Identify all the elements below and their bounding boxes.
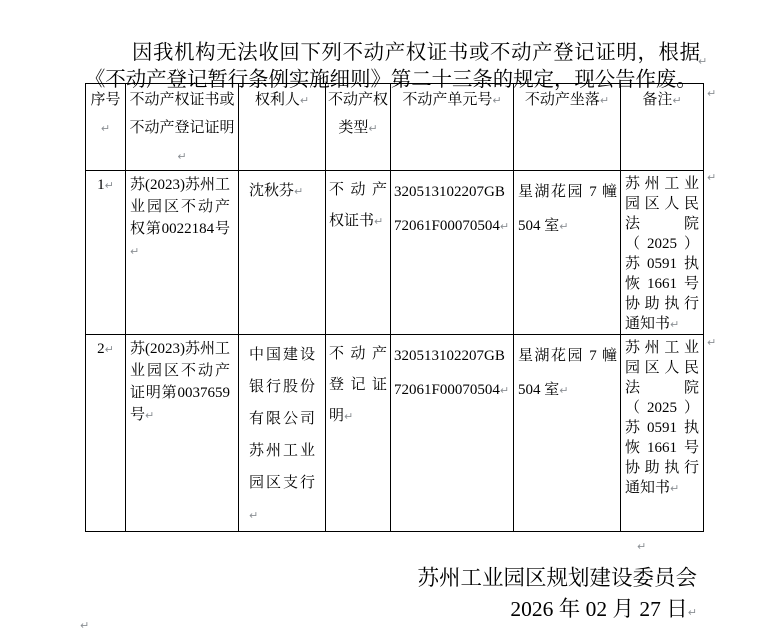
paragraph-mark-icon: ↵ bbox=[559, 384, 569, 397]
paragraph-mark-icon: ↵ bbox=[374, 215, 384, 228]
header-holder: 权利人↵ bbox=[239, 84, 326, 171]
cell-holder: 沈秋芬↵ bbox=[239, 171, 326, 335]
paragraph-mark-icon: ↵ bbox=[80, 619, 90, 632]
issuer-line bbox=[85, 561, 697, 592]
cell-location: 星湖花园 7 幢 504 室↵ bbox=[514, 335, 621, 532]
paragraph-mark-icon: ↵ bbox=[100, 122, 111, 135]
cell-unit-no: 320513102207GB72061F00070504↵ bbox=[391, 335, 514, 532]
issuer-name: 苏州工业园区规划建设委员会 bbox=[417, 566, 697, 590]
paragraph-mark-icon: ↵ bbox=[687, 606, 697, 619]
table-header-row bbox=[86, 84, 704, 171]
cell-remark: 苏州工业园区人民法院（2025）苏0591执恢1661号协助执行通知书↵ bbox=[621, 171, 704, 335]
paragraph-mark-icon: ↵ bbox=[637, 540, 647, 553]
header-location: 不动产坐落↵ bbox=[514, 84, 621, 171]
intro-text: 因我机构无法收回下列不动产权证书或不动产登记证明，根据《不动产登记暂行条例实施细则》第二十三条的规定，现公告作废。 bbox=[85, 42, 700, 92]
cell-seq: 1↵ bbox=[86, 171, 126, 335]
header-right-type: 不动产权类型↵ bbox=[326, 84, 391, 171]
paragraph-mark-icon: ↵ bbox=[299, 94, 310, 107]
cell-holder: 中国建设银行股份有限公司苏州工业园区支行↵ bbox=[239, 335, 326, 532]
cell-right-type: 不动产权证书↵ bbox=[326, 171, 391, 335]
row-end-mark-icon: ↵ bbox=[707, 87, 717, 100]
paragraph-mark-icon: ↵ bbox=[499, 384, 510, 397]
header-seq: 序号↵ bbox=[86, 84, 126, 171]
paragraph-mark-icon: ↵ bbox=[145, 409, 155, 422]
paragraph-mark-icon: ↵ bbox=[670, 482, 680, 495]
paragraph-mark-icon: ↵ bbox=[249, 509, 259, 522]
cell-cert-no: 苏(2023)苏州工业园区不动产权第0022184号↵ bbox=[126, 171, 239, 335]
paragraph-mark-icon: ↵ bbox=[104, 179, 114, 192]
paragraph-mark-icon: ↵ bbox=[294, 185, 304, 198]
cell-unit-no: 320513102207GB72061F00070504↵ bbox=[391, 171, 514, 335]
table-row bbox=[86, 171, 704, 335]
paragraph-mark-icon: ↵ bbox=[670, 318, 680, 331]
header-remark: 备注↵ bbox=[621, 84, 704, 171]
paragraph-mark-icon: ↵ bbox=[698, 55, 708, 68]
header-unit-no: 不动产单元号↵ bbox=[391, 84, 514, 171]
paragraph-mark-icon: ↵ bbox=[499, 220, 510, 233]
cell-location: 星湖花园 7 幢 504 室↵ bbox=[514, 171, 621, 335]
date-line bbox=[85, 592, 697, 623]
paragraph-mark-icon: ↵ bbox=[559, 220, 569, 233]
cell-right-type: 不动产登记证明↵ bbox=[326, 335, 391, 532]
certificates-table bbox=[85, 83, 704, 532]
table-row bbox=[86, 335, 704, 532]
header-cert-no: 不动产权证书或不动产登记证明↵ bbox=[126, 84, 239, 171]
paragraph-mark-icon: ↵ bbox=[672, 94, 682, 107]
paragraph-mark-icon: ↵ bbox=[344, 410, 354, 423]
paragraph-mark-icon: ↵ bbox=[492, 94, 502, 107]
cell-cert-no: 苏(2023)苏州工业园区不动产证明第0037659号↵ bbox=[126, 335, 239, 532]
cell-remark: 苏州工业园区人民法院（2025）苏0591执恢1661号协助执行通知书↵ bbox=[621, 335, 704, 532]
paragraph-mark-icon: ↵ bbox=[177, 150, 187, 163]
paragraph-mark-icon: ↵ bbox=[104, 343, 114, 356]
paragraph-mark-icon: ↵ bbox=[599, 94, 610, 107]
row-end-mark-icon: ↵ bbox=[707, 171, 717, 184]
paragraph-mark-icon: ↵ bbox=[130, 245, 140, 258]
cell-seq: 2↵ bbox=[86, 335, 126, 532]
paragraph-mark-icon: ↵ bbox=[368, 122, 378, 135]
row-end-mark-icon: ↵ bbox=[707, 336, 717, 349]
issue-date: 2026 年 02 月 27 日 bbox=[510, 597, 688, 621]
